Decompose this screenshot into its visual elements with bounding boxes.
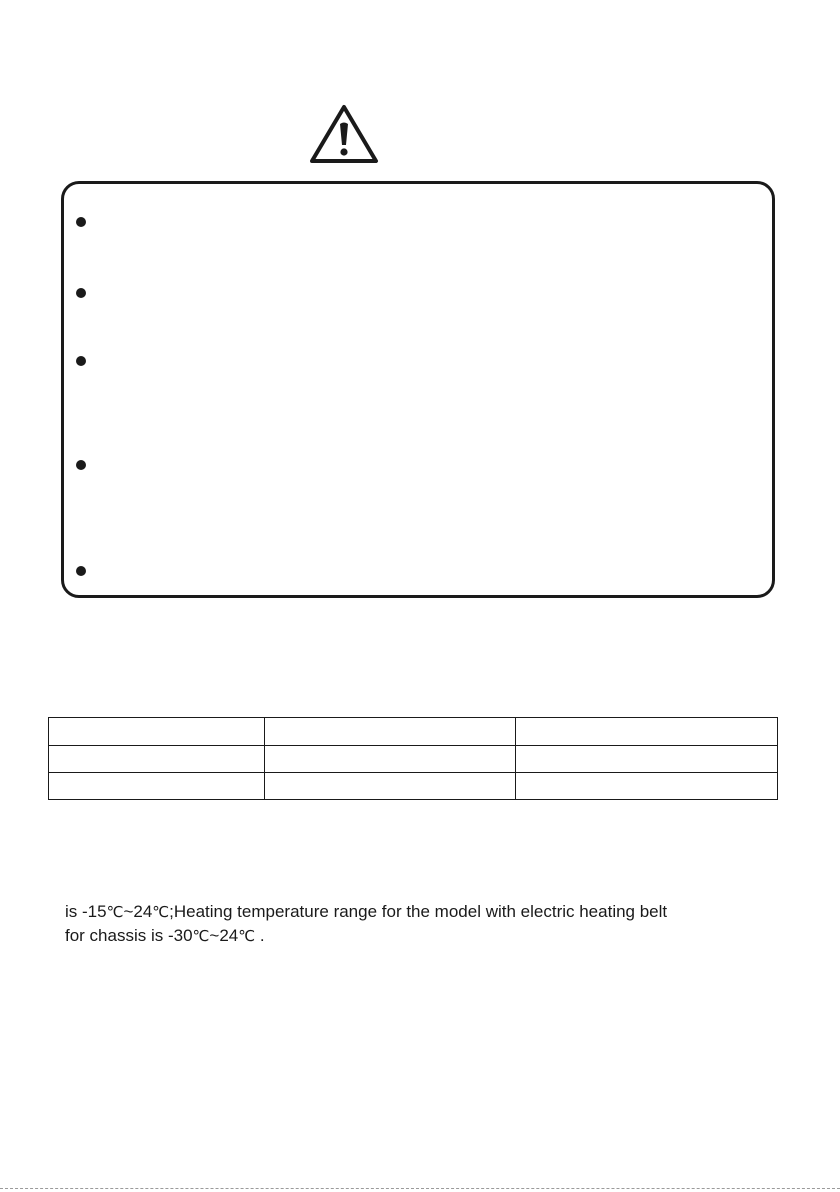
table-cell (264, 773, 516, 800)
table-cell (49, 773, 265, 800)
table-row (49, 746, 778, 773)
table-cell (516, 746, 778, 773)
celsius-unit: ℃ (152, 903, 170, 921)
bullet-point (76, 566, 86, 576)
table-cell (49, 718, 265, 746)
table-row (49, 773, 778, 800)
bullet-point (76, 288, 86, 298)
bullet-point (76, 217, 86, 227)
table-row (49, 718, 778, 746)
heating-range-line-2: for chassis is -30℃~24℃ . (65, 926, 265, 945)
table-cell (516, 773, 778, 800)
warning-triangle-icon (309, 104, 379, 164)
celsius-unit: ℃ (192, 927, 210, 945)
table-cell (264, 746, 516, 773)
table-cell (264, 718, 516, 746)
bullet-point (76, 460, 86, 470)
celsius-unit: ℃ (106, 903, 124, 921)
temperature-table (48, 717, 778, 800)
table-cell (49, 746, 265, 773)
warning-notice-box (61, 181, 775, 598)
heating-range-line-1: is -15℃~24℃;Heating temperature range for the model with electric heating belt (65, 902, 668, 921)
table-cell (516, 718, 778, 746)
page-bottom-rule (0, 1188, 840, 1189)
celsius-unit: ℃ (238, 927, 256, 945)
bullet-point (76, 356, 86, 366)
